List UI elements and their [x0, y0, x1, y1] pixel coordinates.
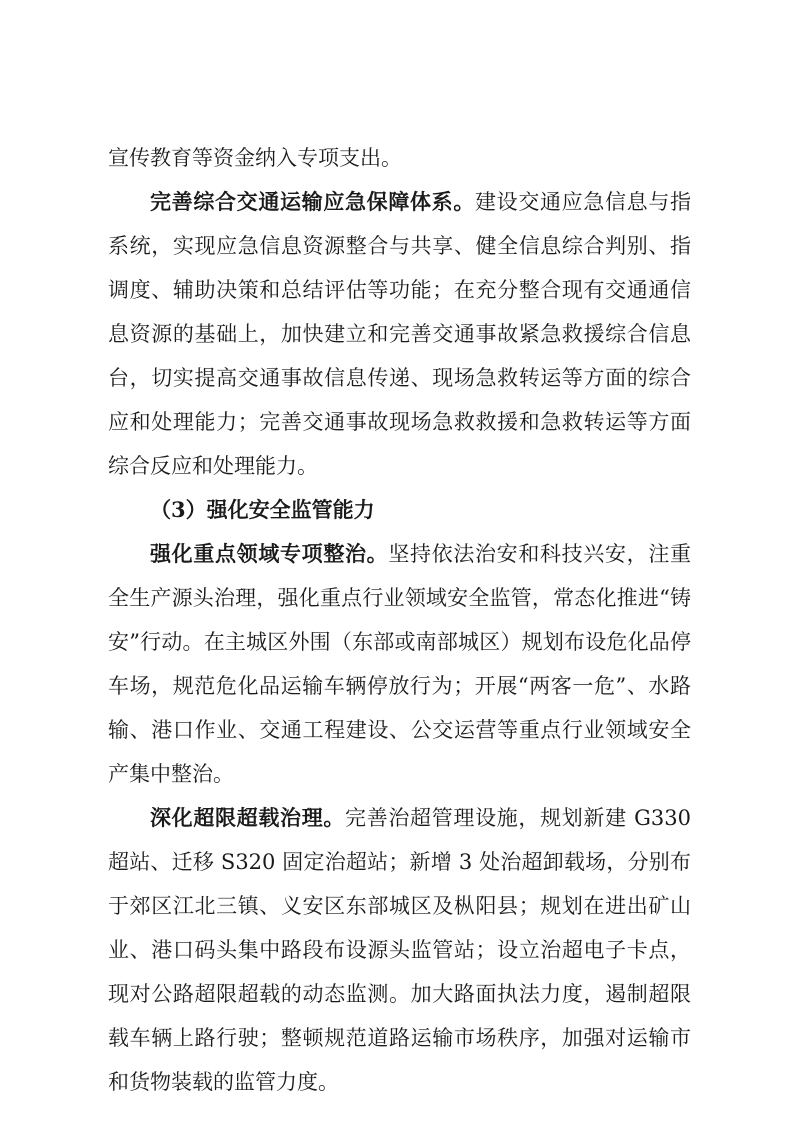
- paragraph-first-line: [150, 534, 691, 574]
- paragraph-text: 产集中整治。: [108, 762, 234, 786]
- paragraph-text: 载车辆上路行驶；整顿规范道路运输市场秩序，加强对运输市: [108, 1026, 691, 1050]
- paragraph-text: 台，切实提高交通事故信息传递、现场急救转运等方面的综合: [108, 366, 691, 390]
- paragraph-line: [0, 270, 793, 310]
- paragraph-text: 超站、迁移 S320 固定治超站；新增 3 处治超卸载场，分别布: [108, 850, 691, 874]
- paragraph-lead-bold: 完善综合交通运输应急保障体系。: [150, 189, 475, 214]
- paragraph-text: 系统，实现应急信息资源整合与共享、健全信息综合判别、指: [108, 234, 691, 258]
- paragraph-line: [0, 974, 793, 1014]
- paragraph-text: 建设交通应急信息与指: [475, 190, 691, 214]
- paragraph-line: [0, 446, 793, 486]
- paragraph-text: 和货物装载的监管力度。: [108, 1070, 339, 1094]
- paragraph-line: [0, 402, 793, 442]
- paragraph-line: [0, 798, 793, 838]
- paragraph-line: [0, 534, 793, 574]
- paragraph-line: [0, 358, 793, 398]
- paragraph-text: 综合反应和处理能力。: [108, 454, 318, 478]
- paragraph-line: [0, 754, 793, 794]
- paragraph-line: [0, 930, 793, 970]
- paragraph-first-line: [150, 182, 691, 222]
- paragraph-line: [0, 314, 793, 354]
- paragraph-line: [0, 226, 793, 266]
- paragraph-line: [0, 710, 793, 750]
- paragraph-line: [0, 842, 793, 882]
- paragraph-line: [0, 578, 793, 618]
- paragraph-text: 于郊区江北三镇、义安区东部城区及枞阳县；规划在进出矿山: [108, 894, 691, 918]
- paragraph-text: 输、港口作业、交通工程建设、公交运营等重点行业领域安全: [108, 718, 691, 742]
- paragraph-text: 宣传教育等资金纳入专项支出。: [108, 146, 402, 170]
- paragraph-text: 现对公路超限超载的动态监测。加大路面执法力度，遏制超限: [108, 982, 691, 1006]
- paragraph-text: 完善治超管理设施，规划新建 G330: [345, 806, 691, 830]
- paragraph-text: 安”行动。在主城区外围（东部或南部城区）规划布设危化品停: [108, 630, 691, 654]
- paragraph-line: [0, 886, 793, 926]
- paragraph-first-line: [150, 798, 691, 838]
- paragraph-line: [0, 622, 793, 662]
- paragraph-text: 车场，规范危化品运输车辆停放行为；开展“两客一危”、水路: [108, 674, 691, 698]
- section-heading-line: [0, 490, 793, 530]
- paragraph-text: 应和处理能力；完善交通事故现场急救救援和急救转运等方面: [108, 410, 691, 434]
- paragraph-text: 息资源的基础上，加快建立和完善交通事故紧急救援综合信息: [108, 322, 691, 346]
- section-heading: （3）强化安全监管能力: [150, 497, 375, 522]
- paragraph-line: [0, 1062, 793, 1102]
- paragraph-line: [0, 666, 793, 706]
- paragraph-text: 全生产源头治理，强化重点行业领域安全监管，常态化推进“铸: [108, 586, 691, 610]
- paragraph-line: [0, 1018, 793, 1058]
- paragraph-text: 调度、辅助决策和总结评估等功能；在充分整合现有交通通信: [108, 278, 691, 302]
- paragraph-lead-bold: 强化重点领域专项整治。: [150, 541, 389, 566]
- paragraph-line: [0, 138, 793, 178]
- paragraph-line: [0, 182, 793, 222]
- paragraph-lead-bold: 深化超限超载治理。: [150, 805, 346, 830]
- paragraph-text: 业、港口码头集中路段布设源头监管站；设立治超电子卡点，: [108, 938, 691, 962]
- paragraph-text: 坚持依法治安和科技兴安，注重: [388, 542, 691, 566]
